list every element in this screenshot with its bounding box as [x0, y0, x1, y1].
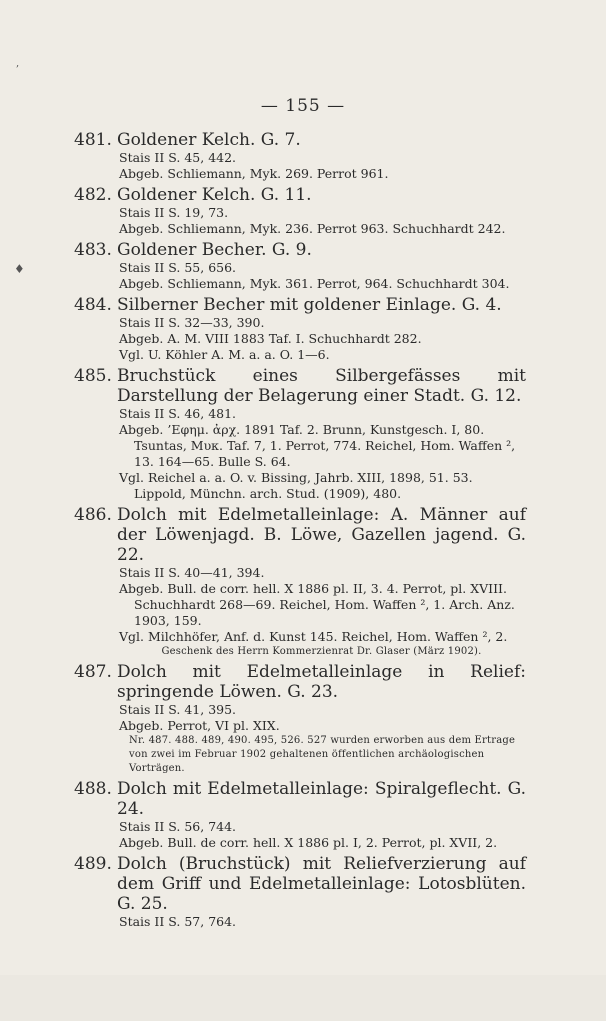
entry-note: Geschenk des Herrn Kommerzienrat Dr. Glaser (März 1902). — [161, 646, 482, 657]
entry-reference-line: Stais II S. 32—33, 390. — [119, 315, 265, 330]
entry-reference-line: Abgeb. Schliemann, Myk. 361. Perrot, 964. Schuchhardt 304. — [119, 276, 510, 291]
entry-reference-paragraph: Vgl. Milchhöfer, Anf. d. Kunst 145. Reichel, Hom. Waffen ², 2. — [119, 629, 508, 644]
entry-number: 486. — [74, 505, 112, 525]
catalog-entry — [74, 854, 526, 933]
catalog-entry — [74, 295, 526, 366]
margin-mark: , — [16, 58, 20, 69]
entry-reference-line: Abgeb. Bull. de corr. hell. X 1886 pl. I, 2. Perrot, pl. XVII, 2. — [119, 835, 498, 850]
entry-number: 487. — [74, 662, 112, 682]
entry-title: Dolch (Bruchstück) mit Reliefverzierung auf dem Griff und Edelmetalleinlage: Lotosblüten. G. 25. — [117, 854, 526, 914]
catalog-entry — [74, 185, 526, 240]
entry-number: 483. — [74, 240, 112, 260]
entry-title: Dolch mit Edelmetalleinlage: A. Männer auf der Löwenjagd. B. Löwe, Gazellen jagend. G. 22. — [117, 505, 526, 565]
catalog-entry — [74, 662, 526, 779]
entry-reference-line: Stais II S. 19, 73. — [119, 205, 229, 220]
entry-reference-line: Abgeb. Schliemann, Myk. 236. Perrot 963. Schuchhardt 242. — [119, 221, 506, 236]
entry-reference-paragraph: Abgeb. ’Εφημ. ἀρχ. 1891 Taf. 2. Brunn, Kunstgesch. I, 80. Tsuntas, Μυκ. Taf. 7, 1. Perrot, 774. Reichel, Hom. Waffen ², 13. 164—65. Bulle S. 64. — [119, 422, 516, 469]
entry-reference-line: Stais II S. 40—41, 394. — [119, 565, 265, 580]
entry-reference-line: Abgeb. Schliemann, Myk. 269. Perrot 961. — [119, 166, 389, 181]
catalog-entry — [74, 130, 526, 185]
entry-reference-line: Stais II S. 41, 395. — [119, 702, 237, 717]
page-number: — 155 — — [260, 96, 346, 116]
entry-reference-line: Stais II S. 46, 481. — [119, 406, 237, 421]
entry-title: Silberner Becher mit goldener Einlage. G. 4. — [117, 295, 502, 315]
entry-reference-line: Stais II S. 57, 764. — [119, 914, 237, 929]
entry-title: Goldener Kelch. G. 7. — [117, 130, 301, 150]
entry-reference-line: Stais II S. 55, 656. — [119, 260, 237, 275]
entry-reference-paragraph: Abgeb. Bull. de corr. hell. X 1886 pl. II, 3. 4. Perrot, pl. XVIII. Schuchhardt 268—69. Reichel, Hom. Waffen ², 1. Arch. Anz. 1903, 159. — [119, 581, 515, 628]
catalog-entry — [74, 505, 526, 662]
catalog-entry — [74, 240, 526, 295]
catalog-entry — [74, 779, 526, 854]
catalog-entries — [74, 130, 526, 933]
entry-reference-line: Vgl. U. Köhler A. M. a. a. O. 1—6. — [119, 347, 330, 362]
entry-reference-paragraph: Vgl. Reichel a. a. O. v. Bissing, Jahrb. XIII, 1898, 51. 53. Lippold, Münchn. arch. Stud. (1909), 480. — [119, 470, 473, 501]
entry-number: 481. — [74, 130, 112, 150]
entry-number: 485. — [74, 366, 112, 386]
entry-number: 484. — [74, 295, 112, 315]
entry-reference-line: Stais II S. 45, 442. — [119, 150, 237, 165]
entry-number: 489. — [74, 854, 112, 874]
entry-number: 488. — [74, 779, 112, 799]
entry-title: Goldener Becher. G. 9. — [117, 240, 312, 260]
entry-reference-line: Stais II S. 56, 744. — [119, 819, 237, 834]
entry-reference-line: Abgeb. Perrot, VI pl. XIX. — [119, 718, 280, 733]
entry-title: Goldener Kelch. G. 11. — [117, 185, 312, 205]
entry-spacer — [117, 930, 526, 933]
entry-reference-line: Abgeb. A. M. VIII 1883 Taf. I. Schuchhardt 282. — [119, 331, 422, 346]
entry-number: 482. — [74, 185, 112, 205]
margin-mark: ♦ — [14, 262, 25, 276]
entry-title: Dolch mit Edelmetalleinlage in Relief: springende Löwen. G. 23. — [117, 662, 526, 702]
entry-title: Dolch mit Edelmetalleinlage: Spiralgeflecht. G. 24. — [117, 779, 526, 819]
entry-note: Nr. 487. 488. 489, 490. 495, 526. 527 wurden erworben aus dem Ertrage von zwei im Februar 1902 gehaltenen öffentlichen archäologischen Vorträgen. — [129, 735, 516, 774]
entry-title: Bruchstück eines Silbergefässes mit Darstellung der Belagerung einer Stadt. G. 12. — [117, 366, 526, 406]
catalog-entry — [74, 366, 526, 505]
